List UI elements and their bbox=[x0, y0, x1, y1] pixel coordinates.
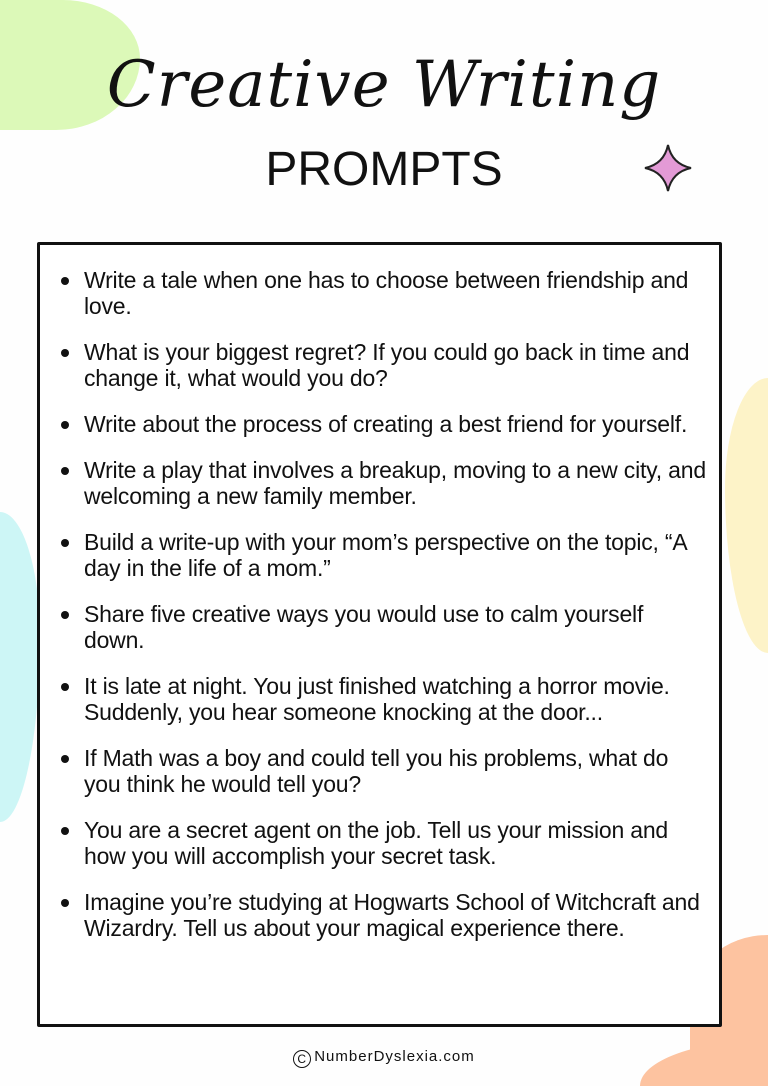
decorative-blob-cyan bbox=[0, 512, 40, 822]
list-item: Build a write-up with your mom’s perspective on the topic, “A day in the life of a mom.” bbox=[84, 529, 709, 581]
list-item: Write about the process of creating a best friend for yourself. bbox=[84, 411, 709, 437]
footer bbox=[0, 1048, 768, 1068]
prompts-box bbox=[37, 242, 722, 1027]
list-item: It is late at night. You just finished watching a horror movie. Suddenly, you hear someone knocking at the door... bbox=[84, 673, 709, 725]
footer-site: NumberDyslexia.com bbox=[314, 1048, 475, 1065]
list-item: Imagine you’re studying at Hogwarts School of Witchcraft and Wizardry. Tell us about your magical experience there. bbox=[84, 889, 709, 941]
list-item: Write a play that involves a breakup, moving to a new city, and welcoming a new family member. bbox=[84, 457, 709, 509]
page-title: Creative Writing bbox=[106, 48, 662, 122]
list-item: Share five creative ways you would use to calm yourself down. bbox=[84, 601, 709, 653]
prompt-list bbox=[40, 245, 719, 941]
list-item: What is your biggest regret? If you could go back in time and change it, what would you do? bbox=[84, 339, 709, 391]
sparkle-star-icon bbox=[643, 143, 693, 193]
list-item: You are a secret agent on the job. Tell us your mission and how you will accomplish your secret task. bbox=[84, 817, 709, 869]
decorative-blob-yellow bbox=[725, 378, 768, 653]
copyright-icon: C bbox=[293, 1050, 311, 1068]
page-subtitle: PROMPTS bbox=[265, 143, 503, 196]
list-item: Write a tale when one has to choose between friendship and love. bbox=[84, 267, 709, 319]
list-item: If Math was a boy and could tell you his problems, what do you think he would tell you? bbox=[84, 745, 709, 797]
